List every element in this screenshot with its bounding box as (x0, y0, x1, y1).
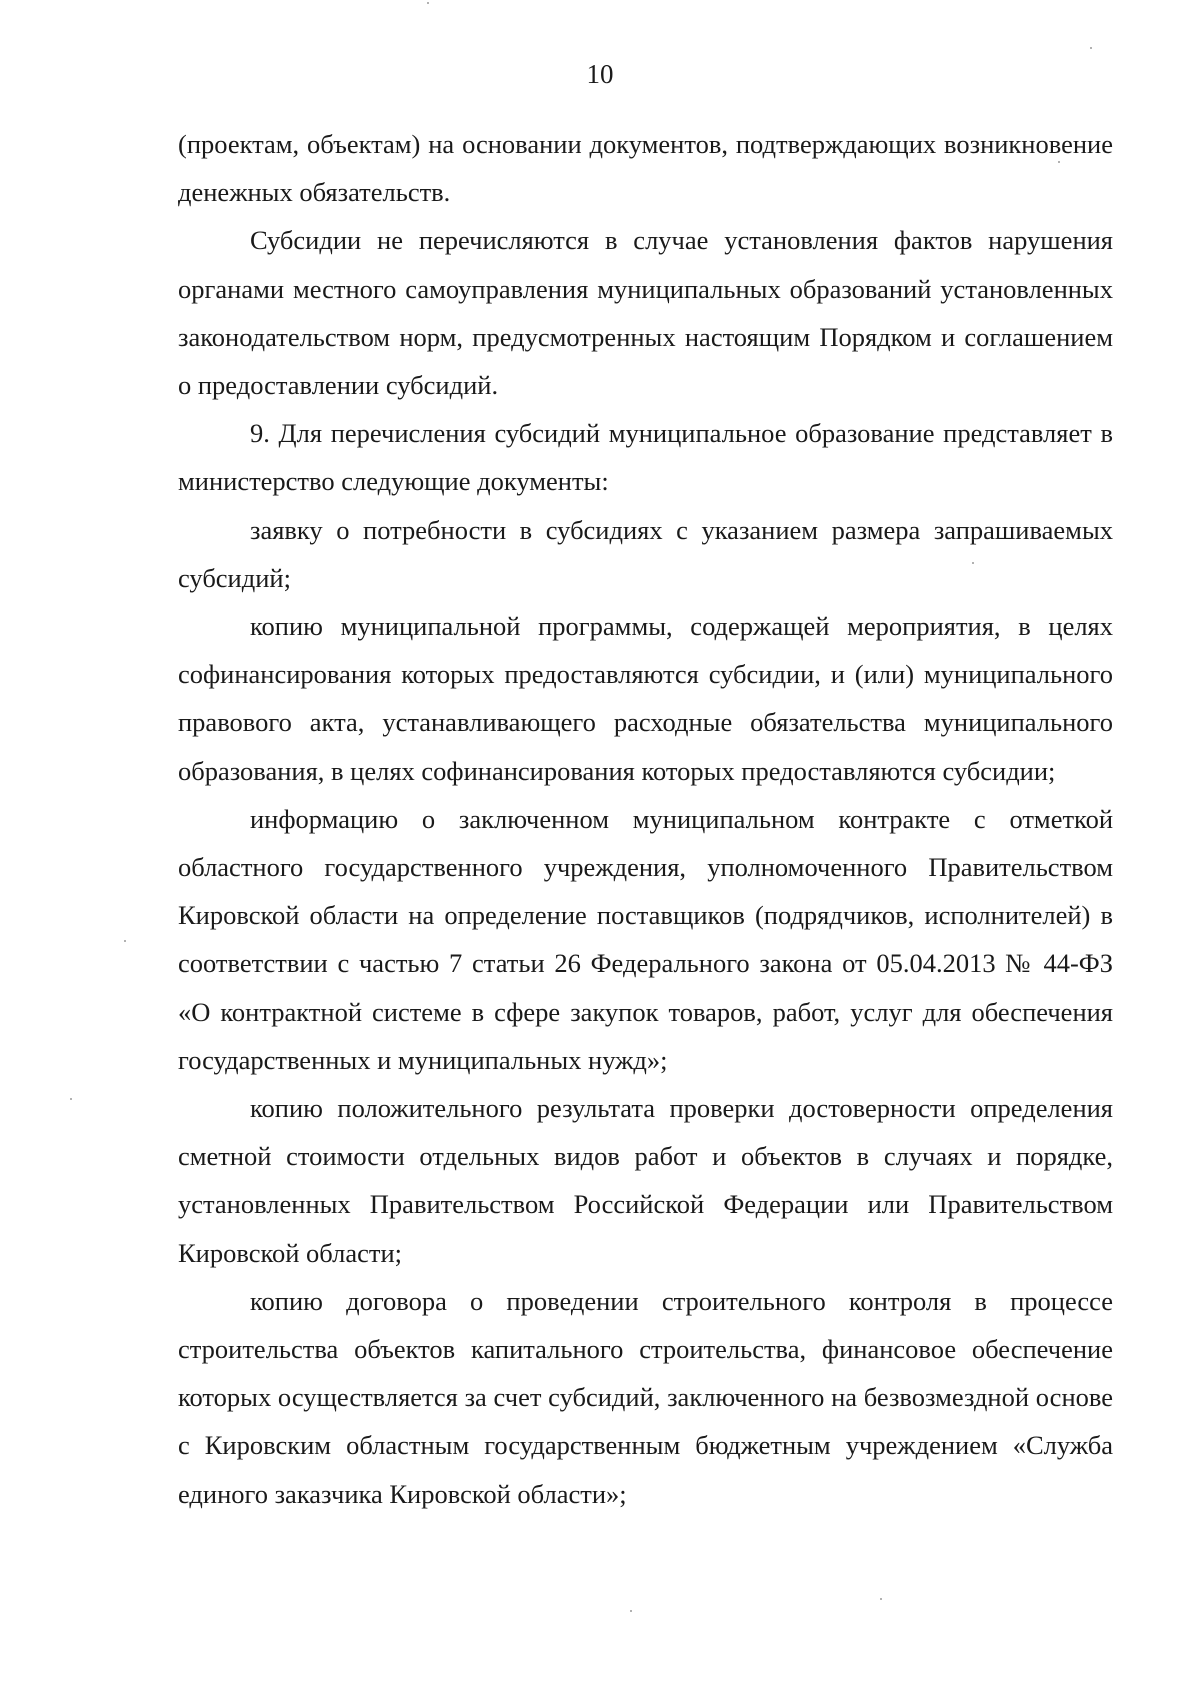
paragraph-continuation: (проектам, объектам) на основании документов, подтверждающих возникновение денежных обязательств. (178, 129, 1113, 208)
paragraph-contract-info: информацию о заключенном муниципальном контракте с отметкой областного государственного учреждения, уполномоченного Правительством Кировской области на определение поставщиков (подрядчиков, исполнителей) в соответствии с частью 7 статьи 26 Федерального закона от 05.04.2013 № 44-ФЗ «О контрактной системе в сфере закупок товаров, работ, услуг для обеспечения государственных и муниципальных нужд»; (178, 803, 1113, 1075)
paragraph-application: заявку о потребности в субсидиях с указанием размера запрашиваемых субсидий; (178, 514, 1113, 593)
scan-speck (70, 1098, 72, 1100)
scan-speck (880, 1598, 882, 1600)
scan-speck (1058, 161, 1060, 163)
document-body (178, 120, 1113, 1518)
scan-speck (1090, 47, 1092, 49)
scan-speck (972, 562, 974, 564)
paragraph-program-copy: копию муниципальной программы, содержащей мероприятия, в целях софинансирования которых предоставляются субсидии, и (или) муниципального правового акта, устанавливающего расходные обязательства муниципального образования, в целях софинансирования которых предоставляются субсидии; (178, 611, 1113, 786)
scan-speck (630, 1610, 632, 1612)
page-number: 10 (586, 59, 614, 89)
paragraph-construction-control: копию договора о проведении строительного контроля в процессе строительства объектов капитального строительства, финансовое обеспечение которых осуществляется за счет субсидий, заключенного на безвозмездной основе с Кировским областным государственным бюджетным учреждением «Служба единого заказчика Кировской области»; (178, 1285, 1113, 1509)
paragraph-item-9: 9. Для перечисления субсидий муниципальное образование представляет в министерство следующие документы: (178, 418, 1113, 497)
paragraph-subsidy-refusal: Субсидии не перечисляются в случае установления фактов нарушения органами местного самоуправления муниципальных образований установленных законодательством норм, предусмотренных настоящим Порядком и соглашением о предоставлении субсидий. (178, 225, 1113, 401)
paragraph-estimate-check: копию положительного результата проверки достоверности определения сметной стоимости отдельных видов работ и объектов в случаях и порядке, установленных Правительством Российской Федерации или Правительством Кировской области; (178, 1093, 1113, 1268)
scan-speck (427, 2, 429, 4)
scan-speck (124, 940, 126, 942)
